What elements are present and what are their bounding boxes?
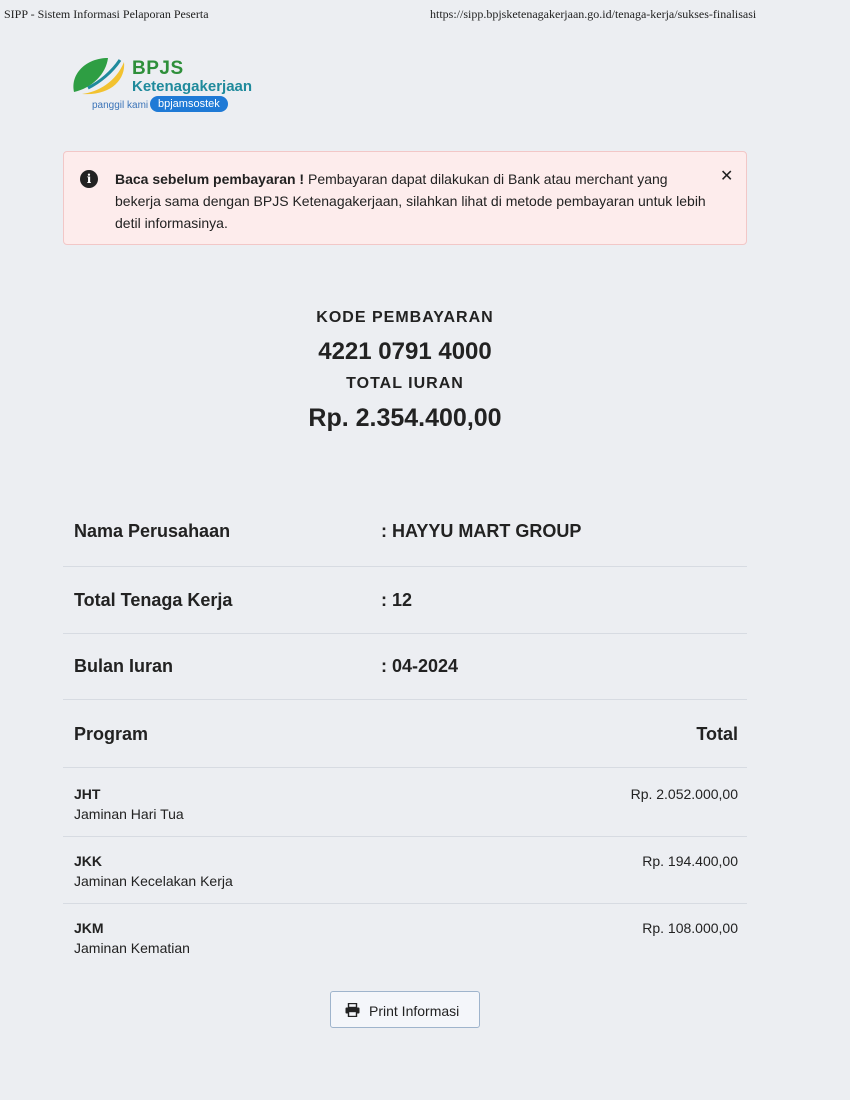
printer-icon [345,1003,360,1017]
divider [63,836,747,837]
program-amount: Rp. 194.400,00 [642,853,738,869]
alert-message: Pembayaran dapat dilakukan di Bank atau merchant yang bekerja sama dengan BPJS Ketenagakerjaan, silahkan lihat di metode pembayaran untuk lebih detil informasinya. [115,171,706,231]
program-amount: Rp. 2.052.000,00 [630,786,738,802]
total-header: Total [696,724,738,744]
payment-alert [63,151,747,245]
divider [63,903,747,904]
brand-pill: bpjamsostek [150,96,228,112]
total-iuran-value: Rp. 2.354.400,00 [308,404,502,432]
divider [63,699,747,700]
month-value: : 04-2024 [381,656,459,676]
brand-bpjs: BPJS [132,58,184,79]
month-label: Bulan Iuran [74,656,174,676]
table-row [63,786,747,842]
info-icon: i [80,170,98,188]
page-title: SIPP - Sistem Informasi Pelaporan Peserta [4,7,209,21]
program-header: Program [74,724,149,744]
kode-pembayaran-label: KODE PEMBAYARAN [316,309,494,326]
alert-text [115,168,715,234]
brand-ketenagakerjaan: Ketenagakerjaan [132,78,253,95]
table-row [63,920,747,976]
month-row [63,656,747,716]
divider [63,633,747,634]
program-code: JKK [74,853,103,869]
workers-row [63,590,747,650]
workers-label: Total Tenaga Kerja [74,590,233,610]
alert-title: Baca sebelum pembayaran ! [115,171,305,187]
print-button-label: Print Informasi [369,1003,460,1019]
company-label: Nama Perusahaan [74,521,231,541]
page-url: https://sipp.bpjsketenagakerjaan.go.id/tenaga-kerja/sukses-finalisasi [430,7,757,21]
divider [63,767,747,768]
bpjs-leaf-icon [68,52,130,98]
program-amount: Rp. 108.000,00 [642,920,738,936]
bpjs-logo [68,52,268,118]
program-code: JHT [74,786,101,802]
program-name: Jaminan Kematian [74,940,190,956]
program-name: Jaminan Hari Tua [74,806,184,822]
program-name: Jaminan Kecelakan Kerja [74,873,233,889]
total-iuran-label: TOTAL IURAN [346,375,464,392]
company-row [63,521,747,581]
close-icon[interactable]: ✕ [720,168,734,185]
kode-pembayaran-value: 4221 0791 4000 [318,338,492,365]
brand-tagline: panggil kami [92,100,149,111]
table-row [63,853,747,909]
program-code: JKM [74,920,104,936]
workers-value: : 12 [381,590,413,610]
divider [63,566,747,567]
print-button[interactable] [330,991,480,1028]
company-value: : HAYYU MART GROUP [381,521,582,541]
browser-print-header [0,0,850,26]
